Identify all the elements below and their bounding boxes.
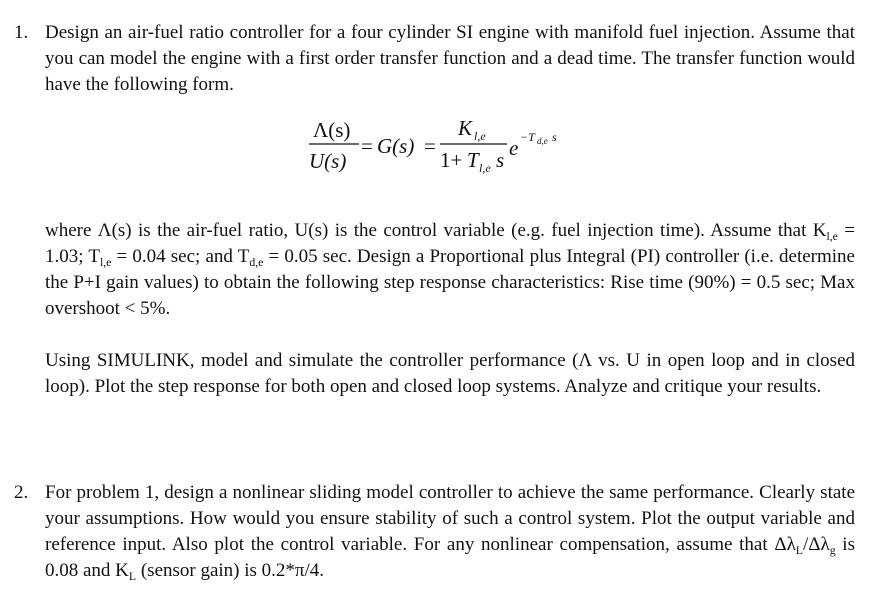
problem-1-where-paragraph — [45, 218, 855, 322]
p2-text-2: /Δλ — [802, 534, 830, 555]
exp-power-s: s — [552, 130, 557, 144]
where-text-2: = 1.03; T — [45, 220, 855, 267]
lambda-l-subscript: L — [795, 543, 803, 557]
lambda-g-subscript: g — [829, 543, 836, 557]
rhs-numerator-sub: l,e — [474, 129, 486, 143]
rhs-denominator-s: s — [496, 148, 505, 172]
problem-1-number: 1. — [14, 22, 29, 43]
rhs-numerator-k: K — [458, 116, 473, 140]
where-text-3: = 0.04 sec; and T — [111, 246, 250, 267]
k-subscript: l,e — [826, 229, 838, 243]
equals-2: = — [424, 134, 436, 158]
exp-power: −T — [520, 130, 535, 144]
exp-base: e — [509, 136, 519, 160]
p2-text-3: is 0.08 and K — [45, 534, 855, 581]
problem-2-paragraph — [45, 480, 855, 584]
rhs-denominator-t: T — [467, 148, 479, 172]
where-text-4: = 0.05 sec. Design a Proportional plus Integral (PI) controller (i.e. determine the P+I gain values) to obtain the following step response characteristics: Rise time (90%) = 0.5 sec; Max overshoot < 5%. — [45, 246, 855, 319]
transfer-function-equation — [0, 115, 895, 200]
lhs-numerator: Λ(s) — [313, 118, 351, 142]
equals-1: = — [361, 134, 373, 158]
p2-text-4: (sensor gain) is 0.2*π/4. — [136, 560, 325, 581]
p2-text-1: For problem 1, design a nonlinear sliding model controller to achieve the same performance. Clearly state your assumptions. How would you ensure stability of such a control system. Plot the output variable and reference input. Also plot the control variable. For any nonlinear compensation, assume that Δλ — [45, 482, 855, 555]
problem-1-intro: Design an air-fuel ratio controller for a four cylinder SI engine with manifold fuel injection. Assume that you can model the engine with a first order transfer function and a dead time. The transfer function would have the following form. — [45, 22, 855, 95]
td-subscript: d,e — [249, 255, 264, 269]
t-subscript: l,e — [99, 255, 112, 269]
kl-subscript: L — [128, 569, 137, 583]
problem-1-simulink-paragraph: Using SIMULINK, model and simulate the controller performance (Λ vs. U in open loop and in closed loop). Plot the step response for both open and closed loop systems. Analyze and critique your results. — [45, 350, 855, 397]
rhs-denominator-sub: l,e — [479, 161, 491, 175]
exp-power-sub: d,e — [537, 136, 548, 146]
g-of-s: G(s) — [377, 134, 415, 158]
lhs-denominator: U(s) — [309, 149, 347, 173]
equation-svg — [0, 115, 895, 195]
problem-2-number: 2. — [14, 482, 29, 503]
rhs-denominator-one-plus: 1+ — [440, 148, 463, 172]
where-text-1: where Λ(s) is the air-fuel ratio, U(s) is the control variable (e.g. fuel injection time). Assume that K — [45, 220, 827, 241]
